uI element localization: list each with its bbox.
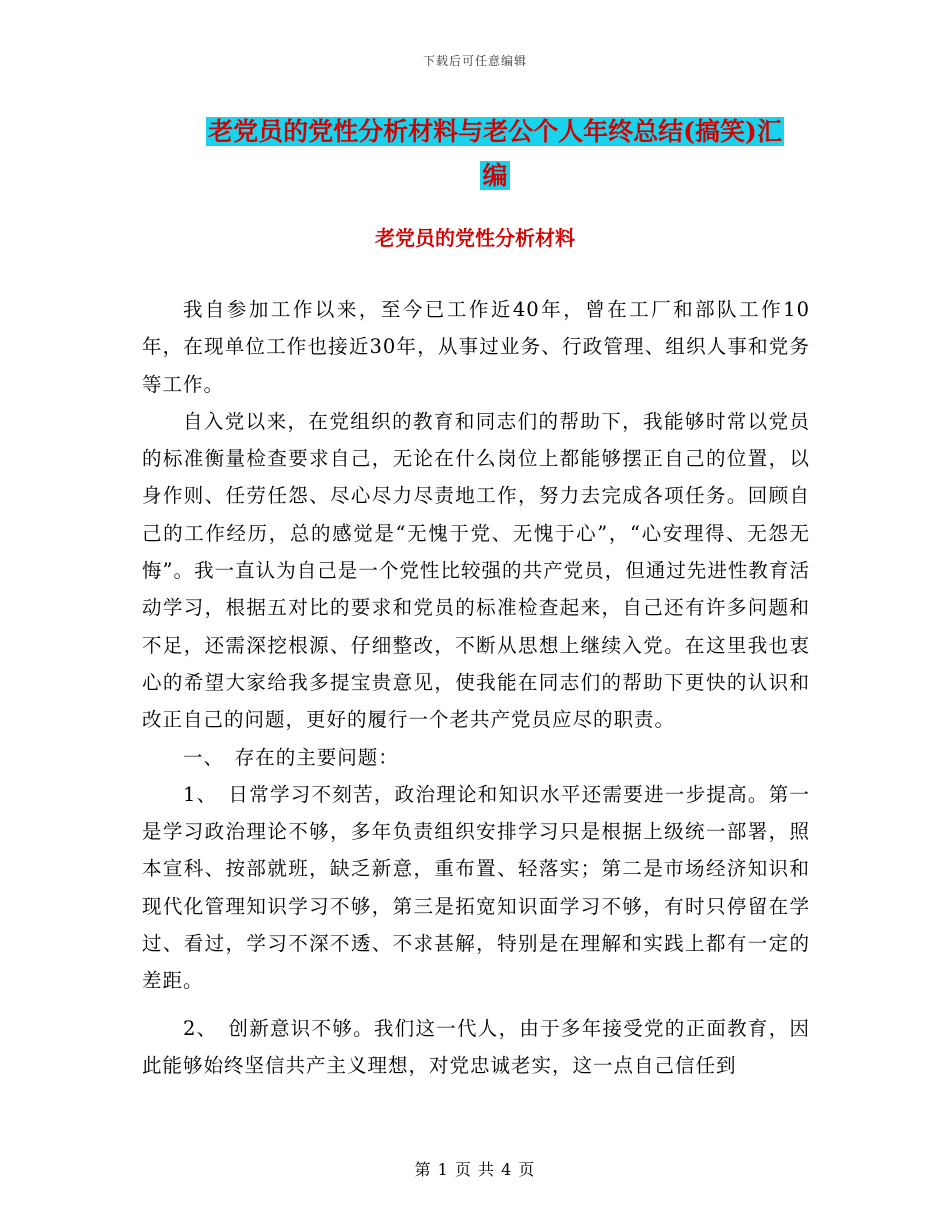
document-title-line2: 编 (482, 161, 508, 190)
document-title-line1: 老党员的党性分析材料与老公个人年终总结(搞笑)汇 (208, 117, 782, 146)
page-footer-number: 第 1 页 共 4 页 (414, 1160, 536, 1179)
paragraph-problem-2: 2、 创新意识不够。我们这一代人，由于多年接受党的正面教育，因此能够始终坚信共产主义理想，对党忠诚老实，这一点自己信任到 (142, 1016, 810, 1077)
paragraph-intro: 我自参加工作以来，至今已工作近40年，曾在工厂和部队工作10年，在现单位工作也接近30年，从事过业务、行政管理、组织人事和党务等工作。 (142, 298, 810, 396)
paragraph-self-assessment: 自入党以来，在党组织的教育和同志们的帮助下，我能够时常以党员的标准衡量检查要求自己，无论在什么岗位上都能够摆正自己的位置，以身作则、任劳任怨、尽心尽力尽责地工作，努力去完成各项任务。回顾自己的工作经历，总的感觉是“无愧于党、无愧于心”，“心安理得、无怨无悔”。我一直认为自己是一个党性比较强的共产党员，但通过先进性教育活动学习，根据五对比的要求和党员的标准检查起来，自己还有许多问题和不足，还需深挖根源、仔细整改，不断从思想上继续入党。在这里我也衷心的希望大家给我多提宝贵意见，使我能在同志们的帮助下更快的认识和改正自己的问题，更好的履行一个老共产党员应尽的职责。 (142, 409, 810, 732)
paragraph-problem-1: 1、 日常学习不刻苦，政治理论和知识水平还需要进一步提高。第一是学习政治理论不够，多年负责组织安排学习只是根据上级统一部署，照本宣科、按部就班，缺乏新意，重布置、轻落实；第二是市场经济知识和现代化管理知识学习不够，第三是拓宽知识面学习不够，有时只停留在学过、看过，学习不深不透、不求甚解，特别是在理解和实践上都有一定的差距。 (142, 782, 810, 993)
document-title (175, 110, 815, 198)
paragraph-heading-problems: 一、 存在的主要问题： (182, 745, 399, 769)
document-body (142, 291, 810, 1084)
section-title: 老党员的党性分析材料 (375, 226, 575, 250)
page-header-note: 下载后可任意编辑 (422, 54, 527, 68)
